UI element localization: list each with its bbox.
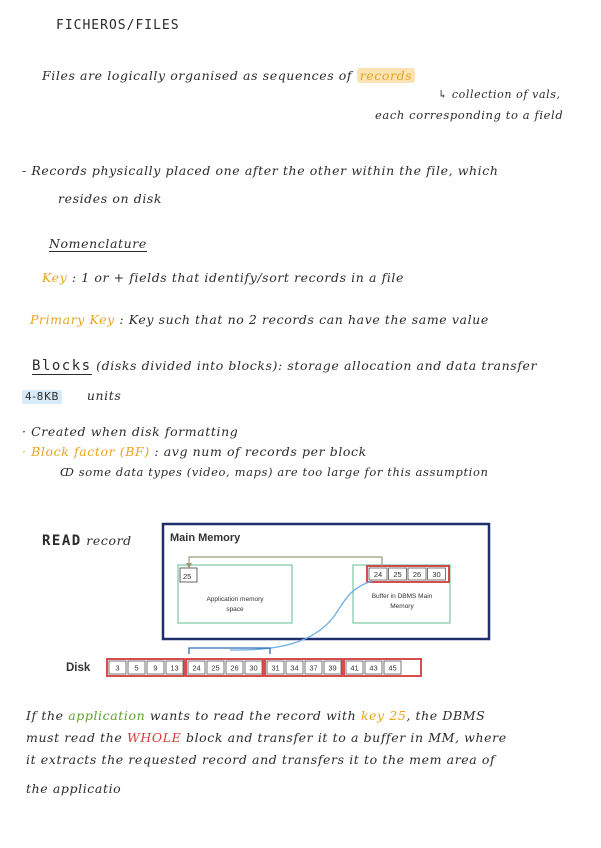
files-definition-text: Files are logically organised as sequences of — [42, 68, 353, 83]
disk-record-value: 5 — [134, 663, 139, 673]
disk-blocks — [107, 659, 421, 676]
blocks-text: (disks divided into blocks): storage allocation and data transfer — [96, 358, 538, 373]
nomenclature-heading: Nomenclature — [49, 236, 147, 251]
block-size: 4-8KB — [22, 390, 62, 404]
block-size-units: units — [86, 388, 122, 403]
read-record-word: record — [86, 533, 132, 548]
disk-record-value: 43 — [369, 663, 378, 673]
paragraph-line-3: it extracts the requested record and transfers it to the mem area of — [26, 752, 496, 767]
buffer-record-value: 24 — [373, 570, 383, 579]
disk-record-value: 41 — [350, 663, 359, 673]
disk-record-value: 25 — [211, 663, 220, 673]
page-title: FICHEROS/FILES — [56, 18, 180, 33]
blocks-label: Blocks — [32, 358, 92, 374]
paragraph-line-4: the applicatio — [26, 781, 122, 796]
whole-word: WHOLE — [126, 730, 182, 745]
records-placement-line2: resides on disk — [58, 191, 163, 206]
disk-record-value: 9 — [153, 663, 158, 673]
primary-key-text: : Key such that no 2 records can have the same value — [119, 312, 489, 327]
p2-text-b: block and transfer it to a buffer in MM, where — [185, 730, 507, 745]
buffer-record-value: 25 — [393, 570, 402, 579]
block-factor-text: : avg num of records per block — [154, 444, 367, 459]
disk-record-value: 34 — [290, 663, 299, 673]
block-factor-note: ↀ some data types (video, maps) are too large for this assumption — [60, 465, 489, 479]
app-space-label-2: space — [226, 606, 244, 613]
paragraph-line-1 — [26, 708, 485, 723]
key-label: Key — [42, 270, 68, 285]
paragraph-line-2 — [26, 730, 507, 745]
blocks-bullet-created: · Created when disk formatting — [22, 424, 239, 439]
disk-record-value: 3 — [115, 663, 120, 673]
key-25-word: key 25 — [360, 708, 407, 723]
disk-record-value: 37 — [309, 663, 318, 673]
records-note-2: each corresponding to a field — [375, 108, 564, 122]
app-space-label-1: Application memory — [206, 596, 264, 603]
primary-key-label: Primary Key — [30, 312, 115, 327]
disk-record-value: 30 — [249, 663, 258, 673]
disk-label: Disk — [66, 662, 91, 674]
key-text: : 1 or + fields that identify/sort records in a file — [71, 270, 405, 285]
disk-record-value: 26 — [230, 663, 239, 673]
application-word: application — [68, 708, 146, 723]
records-highlight: records — [357, 68, 416, 83]
buffer-label-1: Buffer in DBMS Main — [371, 593, 433, 600]
block-factor-label: · Block factor (BF) — [22, 444, 150, 459]
disk-record-value: 31 — [271, 663, 280, 673]
buffer-record-value: 30 — [432, 570, 441, 579]
read-word: READ — [42, 533, 82, 549]
disk-record-value: 24 — [192, 663, 201, 673]
disk-record-value: 39 — [328, 663, 337, 673]
app-record-value: 25 — [183, 572, 192, 581]
buffer-record-value: 26 — [412, 570, 422, 579]
disk-record-value: 45 — [388, 663, 397, 673]
records-note-1: ↳ collection of vals, — [438, 88, 561, 101]
records-placement-line1: - Records physically placed one after the other within the file, which — [22, 163, 499, 178]
p2-text-a: must read the — [26, 730, 123, 745]
p1-text-b: wants to read the record with — [149, 708, 357, 723]
disk-record-value: 13 — [170, 663, 179, 673]
buffer-label-2: Memory — [390, 603, 414, 610]
p1-text-c: , the DBMS — [406, 708, 486, 723]
p1-text-a: If the — [26, 708, 64, 723]
main-memory-label: Main Memory — [170, 532, 241, 544]
